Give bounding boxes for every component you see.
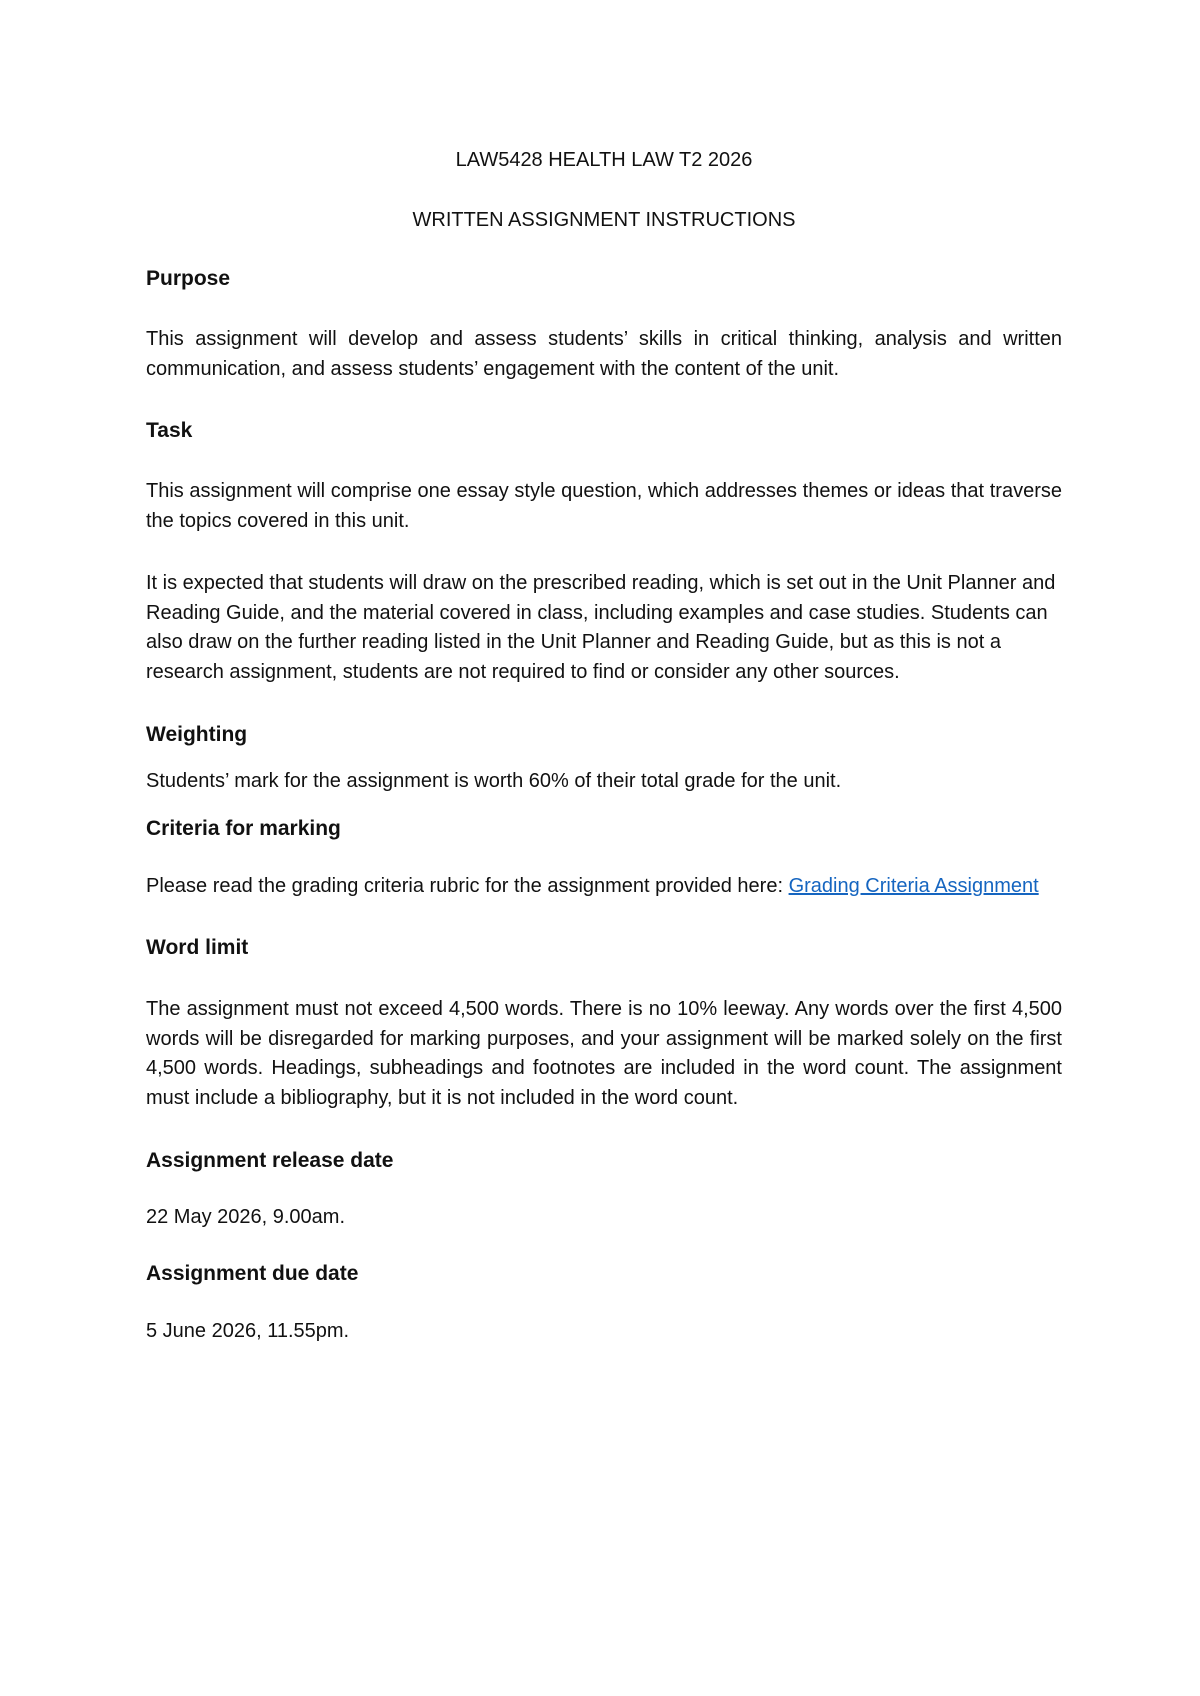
release-date-text: 22 May 2026, 9.00am. <box>146 1206 346 1228</box>
word-limit-heading: Word limit <box>146 936 249 959</box>
task-text-1: This assignment will comprise one essay style question, which addresses themes or ideas that traverse the topics covered in this unit. <box>146 480 1062 532</box>
purpose-text: This assignment will develop and assess students’ skills in critical thinking, analysis and written communication, and assess students’ engagement with the content of the unit. <box>146 328 1062 380</box>
release-date-heading: Assignment release date <box>146 1149 394 1172</box>
document-page <box>146 146 1062 1346</box>
document-subtitle: WRITTEN ASSIGNMENT INSTRUCTIONS <box>412 208 796 231</box>
document-title: LAW5428 HEALTH LAW T2 2026 <box>455 149 753 171</box>
due-date-heading: Assignment due date <box>146 1261 359 1285</box>
weighting-heading: Weighting <box>146 723 248 746</box>
task-text-2: It is expected that students will draw on the prescribed reading, which is set out in the Unit Planner and Reading Guide, and the material covered in class, including examples and case studies. Students can also draw on the further reading listed in the Unit Planner and Reading Guide, but as this is not a research assignment, students are not required to find or consider any other sources. <box>146 572 1056 683</box>
criteria-heading: Criteria for marking <box>146 816 341 840</box>
criteria-text <box>146 872 1062 902</box>
purpose-heading: Purpose <box>146 267 231 290</box>
criteria-text-body: Please read the grading criteria rubric for the assignment provided here: <box>146 874 789 897</box>
due-date-text: 5 June 2026, 11.55pm. <box>146 1319 350 1342</box>
task-heading: Task <box>146 419 193 442</box>
word-limit-text: The assignment must not exceed 4,500 words. There is no 10% leeway. Any words over the first 4,500 words will be disregarded for marking purposes, and your assignment will be marked solely on the first 4,500 words. Headings, subheadings and footnotes are included in the word count. The assignment must include a bibliography, but it is not included in the word count. <box>146 998 1062 1109</box>
weighting-text: Students’ mark for the assignment is worth 60% of their total grade for the unit. <box>146 770 842 792</box>
grading-criteria-link[interactable]: Grading Criteria Assignment <box>788 874 1039 897</box>
